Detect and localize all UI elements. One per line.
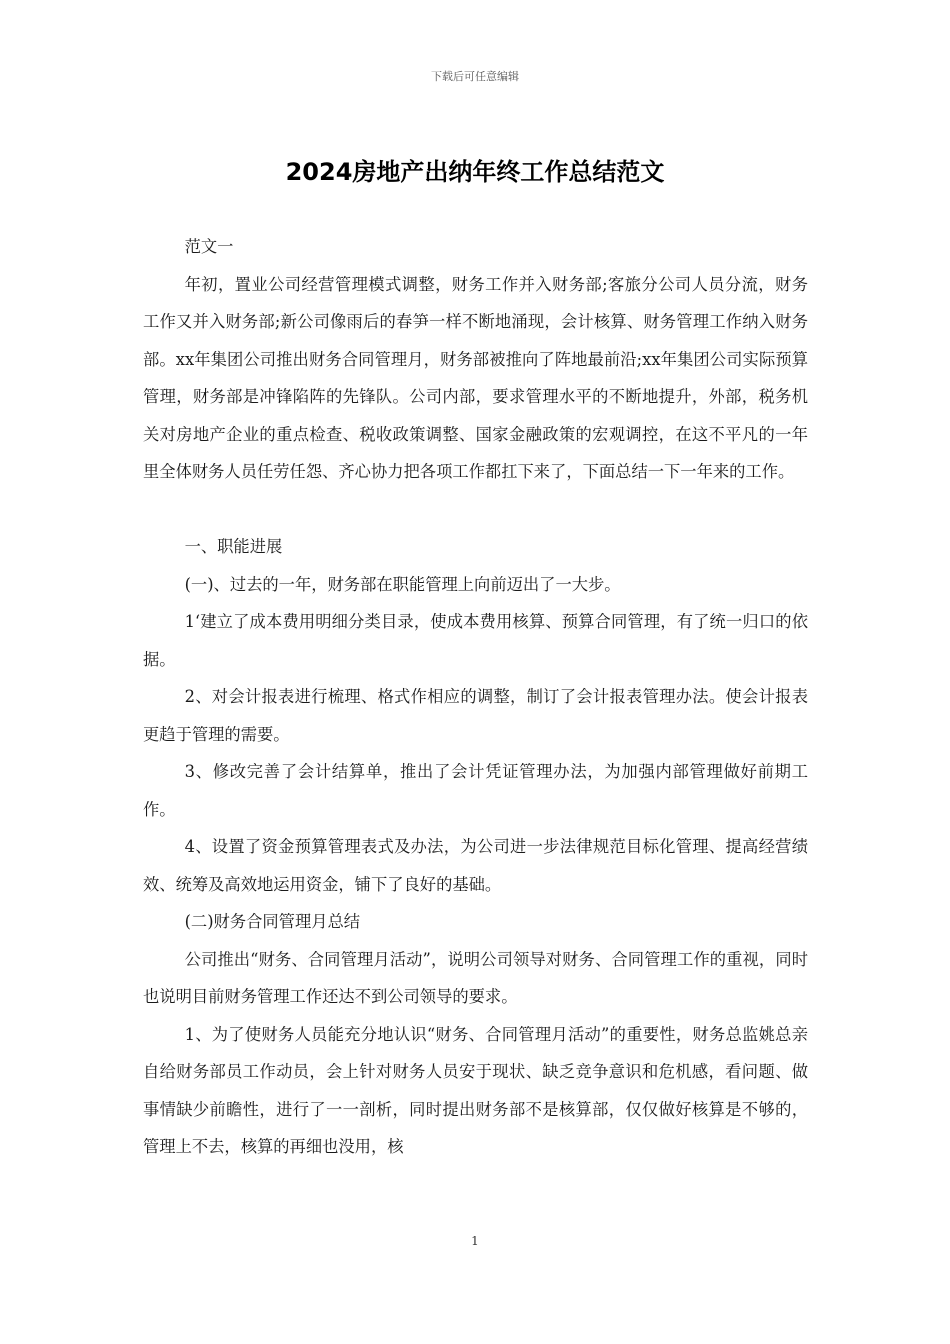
list-item: 4、设置了资金预算管理表式及办法，为公司进一步法律规范目标化管理、提高经营绩效、统筹及高效地运用资金，铺下了良好的基础。	[143, 837, 808, 894]
list-item: 2、对会计报表进行梳理、格式作相应的调整，制订了会计报表管理办法。使会计报表更趋于管理的需要。	[143, 687, 808, 744]
header-note: 下载后可任意编辑	[431, 70, 519, 83]
subheading-two: (二)财务合同管理月总结	[184, 912, 361, 931]
heading-functional-progress: 一、职能进展	[184, 537, 283, 556]
subheading-one: (一)、过去的一年，财务部在职能管理上向前迈出了一大步。	[184, 574, 621, 594]
section-label: 范文一	[184, 237, 234, 256]
list-item: 3、修改完善了会计结算单，推出了会计凭证管理办法，为加强内部管理做好前期工作。	[143, 762, 808, 819]
document-body	[143, 228, 808, 1166]
list-item: 1、为了使财务人员能充分地认识“财务、合同管理月活动”的重要性，财务总监姚总亲自给财务部员工作动员，会上针对财务人员安于现状、缺乏竞争意识和危机感，看问题、做事情缺少前瞻性，进行了一一剖析，同时提出财务部不是核算部，仅仅做好核算是不够的，管理上不去，核算的再细也没用，核	[143, 1024, 808, 1156]
page-number: 1	[471, 1234, 479, 1248]
list-item: 1‘建立了成本费用明细分类目录，使成本费用核算、预算合同管理，有了统一归口的依据。	[143, 612, 808, 669]
subsection-paragraph: 公司推出“财务、合同管理月活动”，说明公司领导对财务、合同管理工作的重视，同时也说明目前财务管理工作还达不到公司领导的要求。	[143, 949, 808, 1006]
intro-paragraph: 年初，置业公司经营管理模式调整，财务工作并入财务部;客旅分公司人员分流，财务工作又并入财务部;新公司像雨后的春笋一样不断地涌现，会计核算、财务管理工作纳入财务部。xx年集团公司推出财务合同管理月，财务部被推向了阵地最前沿;xx年集团公司实际预算管理，财务部是冲锋陷阵的先锋队。公司内部，要求管理水平的不断地提升，外部，税务机关对房地产企业的重点检查、税收政策调整、国家金融政策的宏观调控，在这不平凡的一年里全体财务人员任劳任怨、齐心协力把各项工作都扛下来了，下面总结一下一年来的工作。	[143, 274, 808, 481]
paragraph-gap	[143, 491, 808, 529]
document-title: 2024房地产出纳年终工作总结范文	[285, 158, 665, 186]
